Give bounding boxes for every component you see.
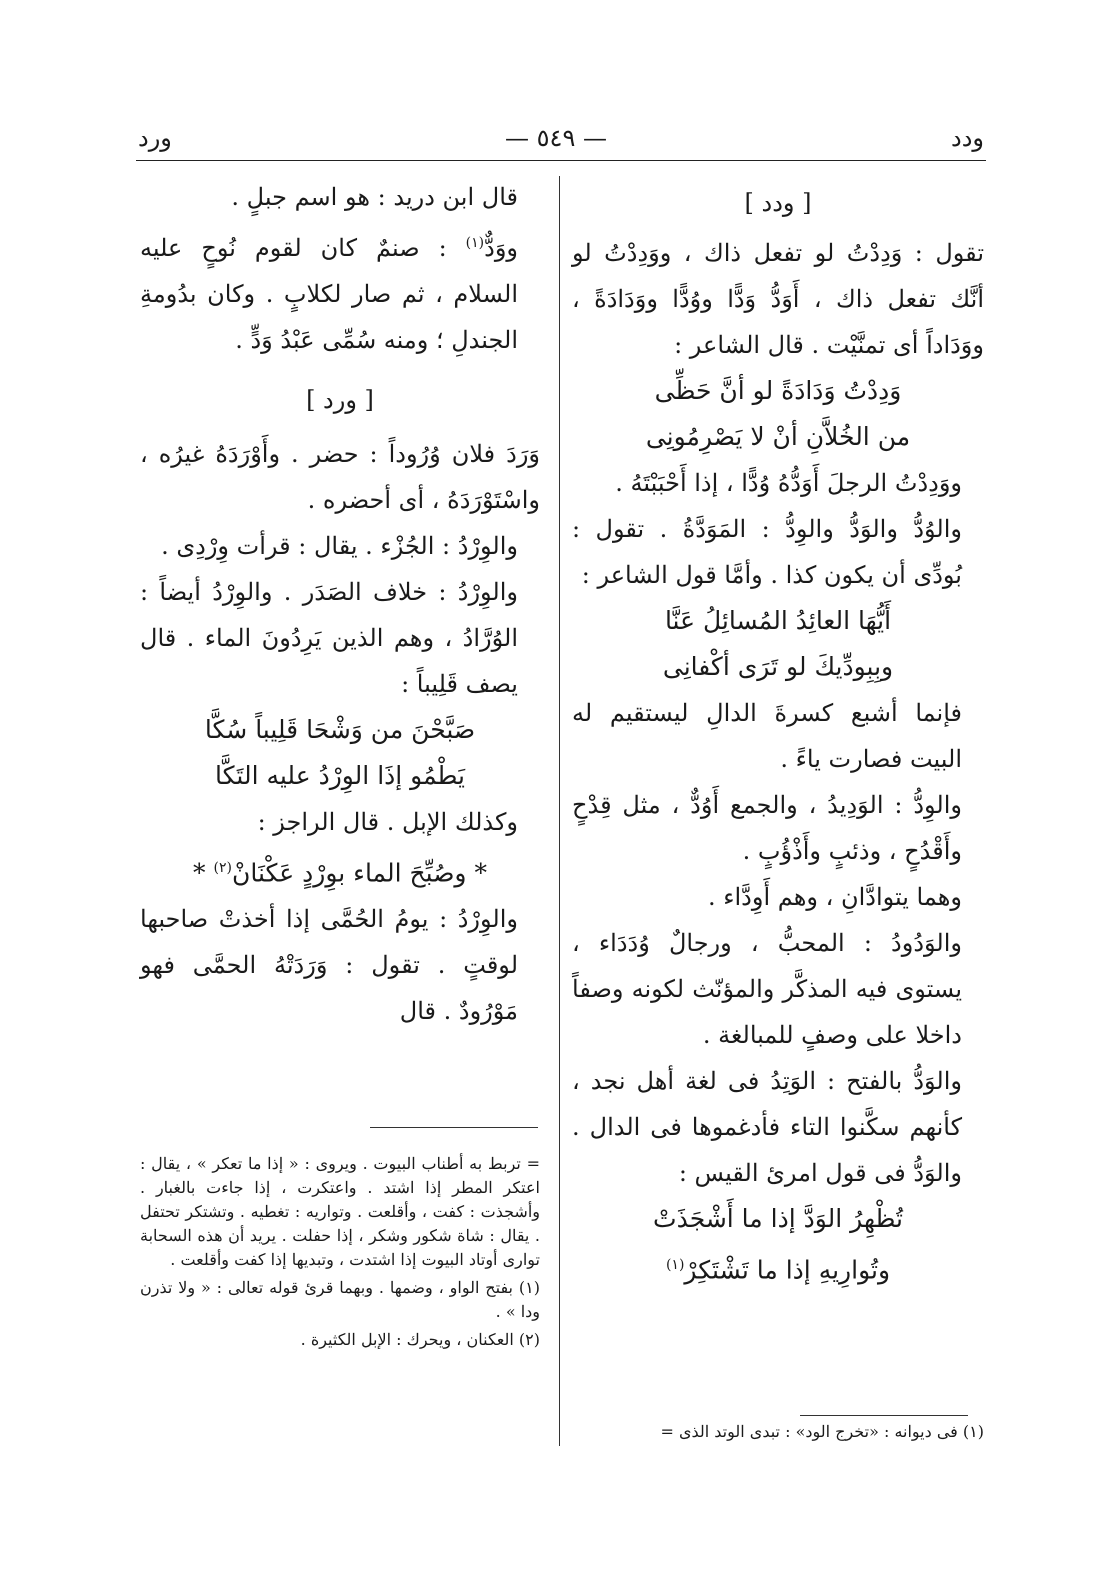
entry-heading-wrd: [ ورد ]: [306, 386, 374, 414]
page-number: — ٥٤٩ —: [505, 124, 607, 152]
footnote: (٢) العكنان ، ويحرك : الإبل الكثيرة .: [300, 1330, 540, 1349]
running-head-right: ودد: [951, 124, 984, 152]
verse-line: أَيُّهَا العائِدُ المُسائِلُ عَنَّا: [664, 606, 892, 635]
paragraph: والوَدُودُ : المحبُّ ، ورجالٌ وُدَدَاء ، يستوى فيه المذكَّر والمؤنّث لكونه وصفاً داخلا على وصفٍ للمبالغة .: [572, 929, 962, 1049]
headword: ووَدٌّ: [484, 234, 518, 262]
running-head-left: ورد: [138, 124, 172, 152]
paragraph: والوِرْدُ : يومُ الحُمَّى إذا أخذتْ صاحبها لوقتٍ . تقول : وَرَدَتْهُ الحمَّى فهو مَوْرُودٌ . قال: [140, 905, 518, 1026]
paragraph: فإنما أشبع كسرةَ الدالِ ليستقيم له البيت فصارت ياءً .: [572, 699, 962, 773]
column-separator: [559, 176, 560, 1446]
paragraph: والوَدُّ بالفتح : الوَتِدُ فى لغة أهل نجد ، كأنهم سكَّنوا التاء فأدغموها فى الدال . والوَدُّ فى قول امرئ القيس :: [572, 1067, 962, 1187]
verse-line: وَدِدْتُ وَدَادَةً لو أنَّ حَظِّى: [654, 376, 902, 405]
footnote: (١) بفتح الواو ، وضمها . وبهما قرئ قوله تعالى : « ولا تذرن ودا » .: [140, 1278, 540, 1321]
header-rule: [136, 160, 986, 161]
paragraph: تقول : وَدِدْتُ لو تفعل ذاك ، ووَدِدْتُ لو أنَّك تفعل ذاك ، أَوَدُّ وَدًّا ووُدًّا ووَدَادَةً ، ووَدَاداً أى تمنَّيْت . قال الشاعر :: [572, 239, 984, 359]
verse-star: *: [193, 858, 206, 888]
footnotes-left: [140, 1152, 540, 1352]
verse-line: من الخُلاَّنِ أنْ لا يَصْرِمُونِى: [645, 422, 911, 451]
definition-text: : صنمٌ كان لقوم نُوحٍ عليه السلام ، ثم صار لكلابٍ . وكان بدُومةِ الجندلِ ؛ ومنه سُمِّى عَبْدُ وَدٍّ .: [140, 234, 518, 354]
verse-line: صَبَّحْنَ من وَشْحَا قَلِيباً سُكَّا: [204, 715, 476, 744]
verse-line: تُظْهِرُ الوَدَّ إذا ما أَشْجَذَتْ: [653, 1204, 903, 1233]
verse-text: وتُوارِيهِ إذا ما تَشْتَكِرْ: [684, 1255, 891, 1285]
verse-line: وبِبِودِّيكَ لو تَرَى أكْفانِى: [662, 652, 894, 681]
paragraph: وهما يتوادَّانِ ، وهم أَوِدَّاء .: [707, 883, 962, 911]
footnote-rule: [370, 1127, 538, 1128]
right-column: [572, 174, 984, 1293]
verse-line: [572, 1242, 984, 1293]
left-column: [140, 174, 540, 1034]
verse-text: * وصُبِّحَ الماء بوِرْدٍ عَكْنَانْ: [231, 858, 487, 888]
paragraph: قال ابن دريد : هو اسم جبلٍ .: [231, 183, 518, 211]
footnote: (١) فى ديوانه : «تخرج الود» : تبدى الوتد الذى =: [660, 1422, 984, 1441]
footnotes-right: [572, 1420, 984, 1444]
paragraph: والوِرْدُ : خلاف الصَدَر . والوِرْدُ أيضاً : الوُرَّادُ ، وهم الذين يَرِدُونَ الماء . قال يصف قَلِيباً :: [140, 578, 518, 698]
entry-heading-wdd: [ ودد ]: [744, 189, 812, 217]
footnote-marker: (٢): [213, 860, 232, 876]
rajaz-line: [140, 845, 540, 896]
paragraph: والوِدُّ : الوَدِيدُ ، والجمع أَوُدٌّ ، مثل قِدْحٍ وأَقْدُحٍ ، وذئبٍ وأَذْؤُبٍ .: [572, 791, 962, 865]
footnote-marker: (١): [465, 235, 485, 251]
paragraph: [140, 220, 540, 363]
footnote-rule: [800, 1415, 968, 1416]
paragraph: وكذلك الإبل . قال الراجز :: [257, 808, 518, 836]
footnote-continuation: = تربط به أطناب البيوت . ويروى : « إذا ما تعكر » ، يقال : اعتكر المطر إذا اشتد . واعتكرت ، إذا جاءت بالغبار . وأشجذت : كفت ، وأقلعت . وتواريه : تغطيه . وتشتكر تحتفل . يقال : شاة شكور وشكر ، إذا حفلت . يريد أن هذه السحابة توارى أوتاد البيوت إذا اشتدت ، وتبديها إذا كفت وأقلعت .: [140, 1154, 540, 1269]
paragraph: ووَدِدْتُ الرجلَ أَوَدُّهُ وُدًّا ، إذا أَحْبَبْتَهُ .: [615, 469, 962, 497]
paragraph: والوُدُّ والوَدُّ والوِدُّ : المَوَدَّةُ . تقول : بُودِّى أن يكون كذا . وأمَّا قول الشاعر :: [572, 515, 963, 589]
verse-line: يَطْمُو إذَا الوِرْدُ عليه التَكَّا: [215, 761, 465, 790]
paragraph: والوِرْدُ : الجُزْء . يقال : قرأت وِرْدِى .: [161, 532, 518, 560]
paragraph: وَرَدَ فلان وُرُوداً : حضر . وأَوْرَدَهُ غيرُه ، واسْتَوْرَدَهُ ، أى أحضره .: [140, 440, 540, 514]
footnote-marker: (١): [665, 1257, 685, 1273]
